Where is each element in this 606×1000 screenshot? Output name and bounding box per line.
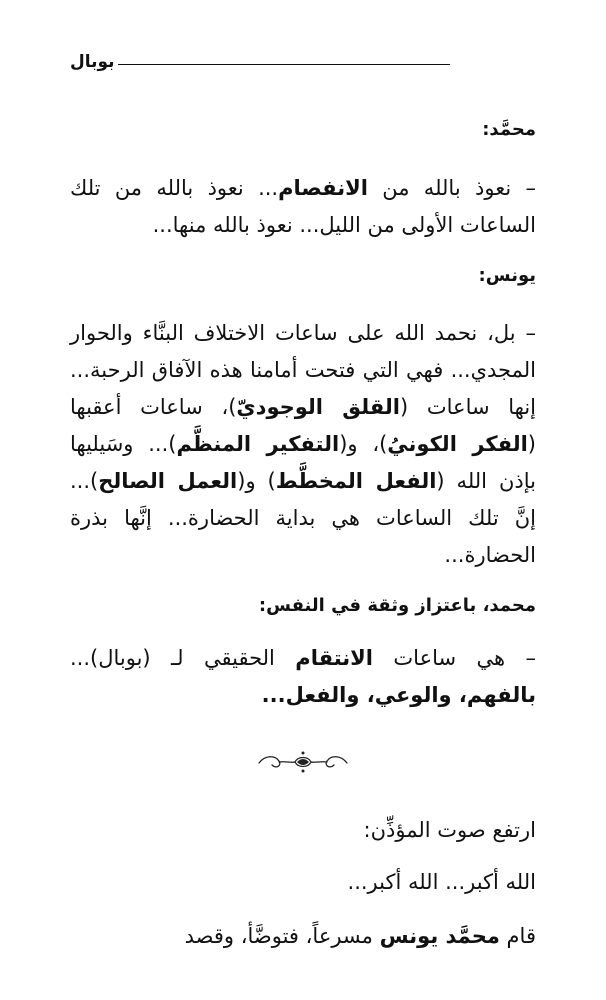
bold-term: الانتقام [295,646,373,670]
bold-term: الفعل المخطَّط [275,469,437,493]
paragraph-text: ... نعوذ بالله من تلك الساعات الأولى من الليل... نعوذ بالله منها... [70,176,536,237]
bold-term: التفكير المنظَّم [176,432,340,456]
header-rule [118,64,450,65]
paragraph-text: )، ساعات أعقبها ( [70,395,536,456]
bold-term: القلق الوجوديّ [236,395,401,419]
paragraph-text: ) و( [237,469,276,493]
bold-term: بالفهم، والوعي، والفعل... [261,683,536,707]
paragraph-text: )... وسَيليها بإذن الله ( [70,432,536,493]
paragraph-text: – هي ساعات [372,646,537,670]
dialogue-paragraph [70,640,536,714]
bold-term: الانفصام [278,176,368,200]
bold-term: محمَّد يونس [379,924,500,948]
paragraph-text: – نعوذ بالله من [367,176,536,200]
bold-term: العمل الصالح [98,469,238,493]
header-title: بوبال [70,52,115,72]
narration-line: ارتفع صوت المؤذِّن: [363,818,536,842]
dialogue-paragraph [70,315,536,574]
narration-line: الله أكبر... الله أكبر... [347,870,536,894]
paragraph-text: مسرعاً، فتوضَّأ، وقصد [184,924,380,948]
decorative-scroll-ornament-icon [255,748,351,776]
speaker-label: يونس: [478,265,536,286]
running-header [70,50,450,80]
paragraph-text: )... إنَّ تلك الساعات هي بداية الحضارة... إنَّها بذرة الحضارة... [70,469,536,567]
paragraph-text: قام [499,924,536,948]
speaker-label: محمد، باعتزاز وثقة في النفس: [258,595,536,616]
bold-term: الفكر الكونيُ [387,432,528,456]
narration-line [70,918,536,955]
paragraph-text: الحقيقي لـ (بوبال)... [70,646,296,670]
speaker-label: محمَّد: [482,119,536,140]
paragraph-text: )، و( [339,432,388,456]
paragraph-text: – بل، نحمد الله على ساعات الاختلاف البنَّاء والحوار المجدي... فهي التي فتحت أمامنا هذه الآفاق الرحبة... إنها ساعات ( [70,321,537,419]
dialogue-paragraph [70,170,536,244]
